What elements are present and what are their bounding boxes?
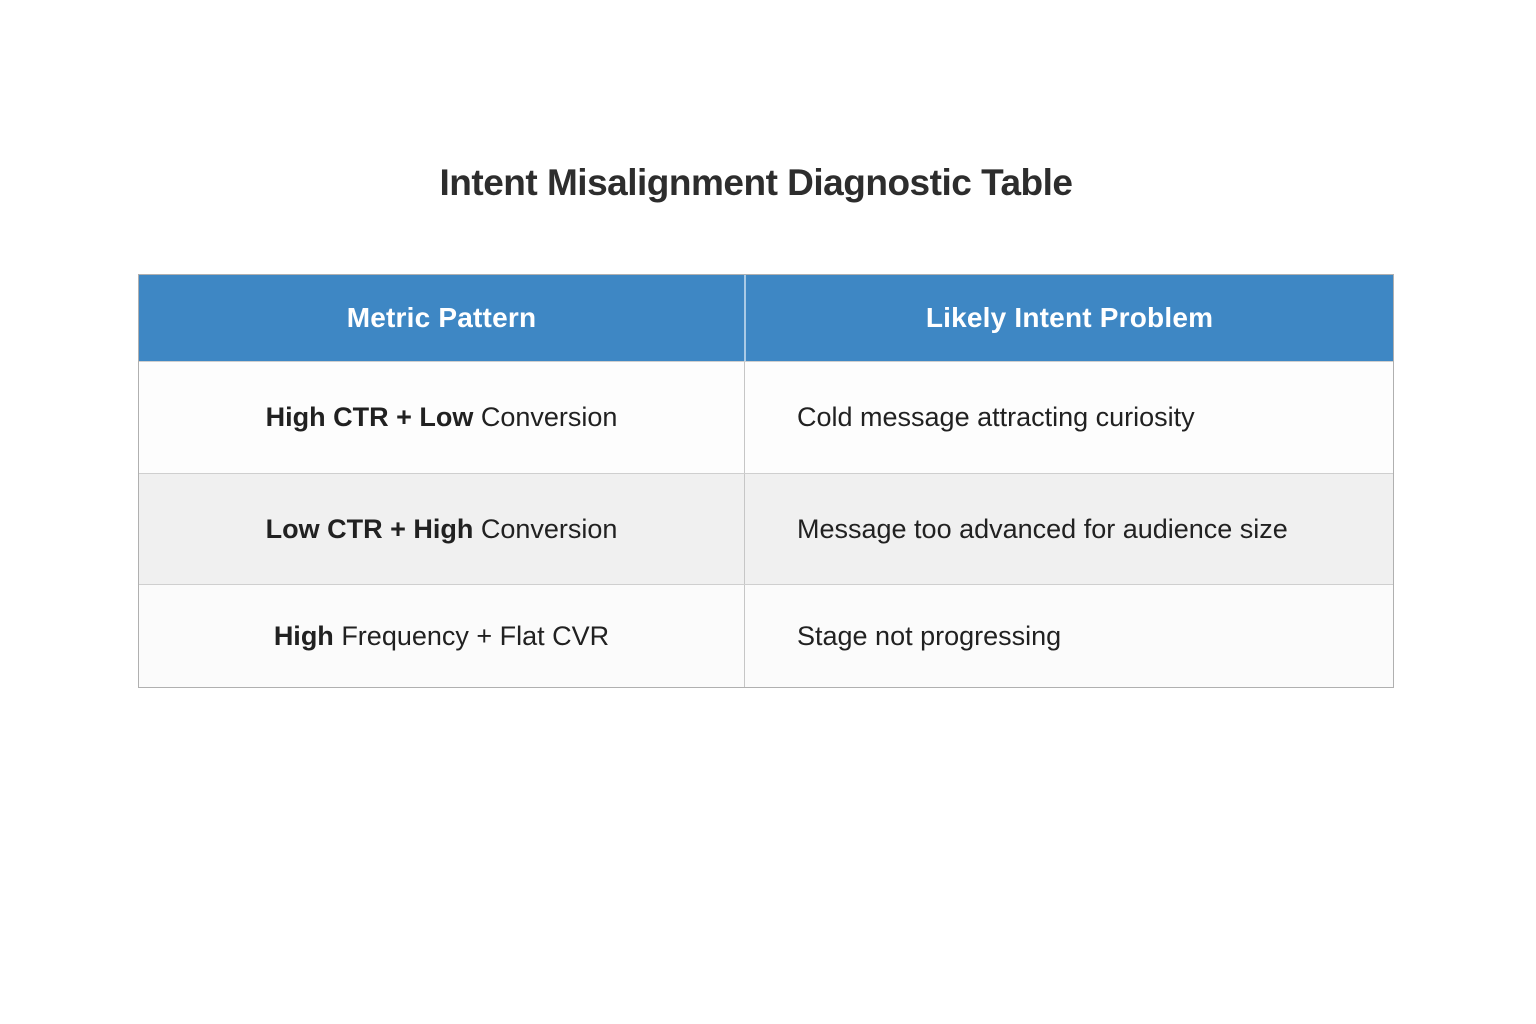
table-row: [139, 584, 1393, 687]
pattern-bold-segment: Low CTR + High: [265, 513, 474, 544]
page-title: Intent Misalignment Diagnostic Table: [439, 162, 1073, 203]
header-metric-pattern: Metric Pattern: [346, 302, 537, 333]
intent-problem-cell: Stage not progressing: [744, 585, 1393, 687]
pattern-rest-segment: Frequency + Flat CVR: [333, 620, 610, 651]
pattern-text: [266, 514, 618, 545]
metric-pattern-cell: [139, 362, 744, 473]
pattern-bold-segment: High: [273, 620, 334, 651]
metric-pattern-cell: [139, 474, 744, 584]
header-likely-intent-problem: Likely Intent Problem: [744, 275, 1393, 361]
pattern-text: [266, 402, 618, 433]
intent-problem-cell: Message too advanced for audience size: [744, 474, 1393, 584]
pattern-rest-segment: Conversion: [473, 402, 618, 432]
table-header-row: [139, 275, 1393, 361]
table-row: [139, 473, 1393, 584]
table-row: [139, 361, 1393, 473]
pattern-bold-segment: High CTR + Low: [265, 402, 474, 432]
intent-problem-cell: Cold message attracting curiosity: [744, 362, 1393, 473]
diagnostic-table: [138, 274, 1394, 688]
metric-pattern-cell: [139, 585, 744, 687]
pattern-rest-segment: Conversion: [473, 513, 618, 544]
pattern-text: [274, 621, 609, 652]
